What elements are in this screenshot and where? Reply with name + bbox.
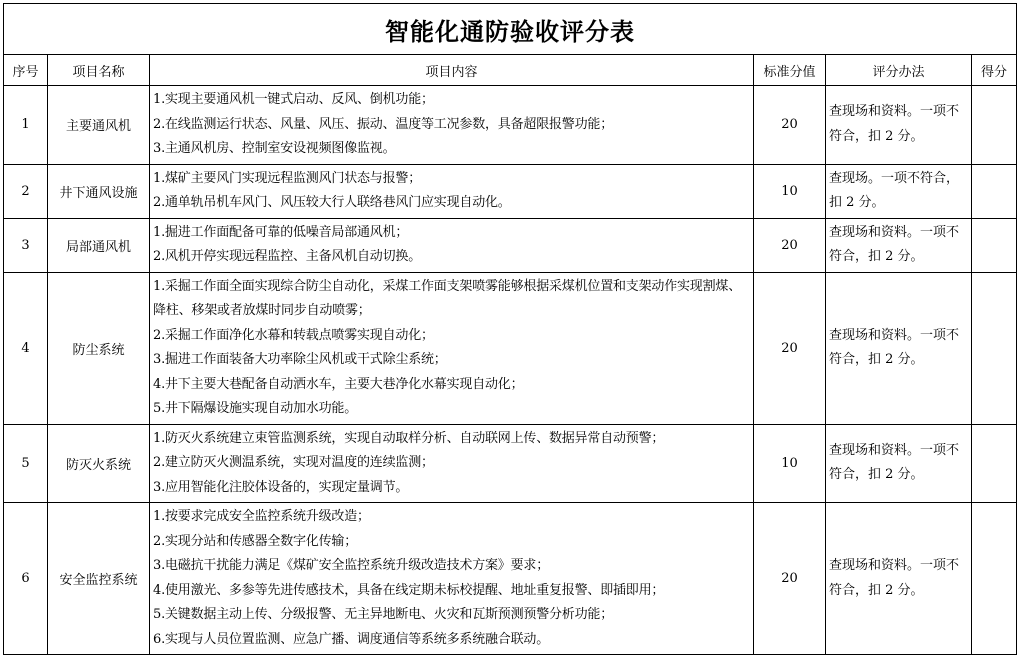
row-seq: 2 [4,164,48,218]
row-name: 局部通风机 [48,218,150,272]
table-row [4,86,1017,165]
table-row [4,272,1017,424]
row-score: 20 [754,218,826,272]
content-item: 2.通单轨吊机车风门、风压较大行人联络巷风门应实现自动化。 [153,195,511,210]
row-content [150,272,754,424]
content-item: 2.采掘工作面净化水幕和转载点喷雾实现自动化； [153,327,434,343]
row-name: 安全监控系统 [48,503,150,655]
row-method: 查现场。一项不符合，扣 2 分。 [826,164,972,218]
content-item: 2.实现分站和传感器全数字化传输； [153,533,358,549]
row-got[interactable] [972,272,1017,424]
table-title: 智能化通防验收评分表 [4,4,1017,55]
row-method: 查现场和资料。一项不符合，扣 2 分。 [826,218,972,272]
content-item: 5.井下隔爆设施实现自动加水功能。 [153,401,358,416]
content-item: 1.实现主要通风机一键式启动、反风、倒机功能； [153,92,434,107]
row-method: 查现场和资料。一项不符合，扣 2 分。 [826,424,972,503]
row-name: 防尘系统 [48,272,150,424]
row-method: 查现场和资料。一项不符合，扣 2 分。 [826,503,972,655]
table-row [4,164,1017,218]
row-got[interactable] [972,503,1017,655]
table-row [4,218,1017,272]
row-method: 查现场和资料。一项不符合，扣 2 分。 [826,272,972,424]
row-content [150,164,754,218]
content-item: 3.应用智能化注胶体设备的，实现定量调节。 [153,479,409,495]
content-item: 1.煤矿主要风门实现远程监测风门状态与报警； [153,170,422,186]
header-seq: 序号 [4,55,48,86]
content-item: 2.建立防灭火测温系统，实现对温度的连续监测； [153,455,434,470]
scoring-table [3,3,1017,655]
row-name: 主要通风机 [48,86,150,165]
row-seq: 4 [4,272,48,424]
content-item: 2.风机开停实现远程监控、主备风机自动切换。 [153,249,422,264]
row-got[interactable] [972,164,1017,218]
row-content [150,218,754,272]
content-item: 1.防灭火系统建立束管监测系统，实现自动取样分析、自动联网上传、数据异常自动预警； [153,430,665,446]
content-item: 3.电磁抗干扰能力满足《煤矿安全监控系统升级改造技术方案》要求； [153,558,550,573]
scoring-table-container [3,3,1016,655]
row-got[interactable] [972,86,1017,165]
header-name: 项目名称 [48,55,150,86]
content-item: 4.使用激光、多参等先进传感技术，具备在线定期未标校提醒、地址重复报警、即插即用； [153,582,665,598]
row-method: 查现场和资料。一项不符合，扣 2 分。 [826,86,972,165]
row-content [150,503,754,655]
header-row [4,55,1017,86]
table-row [4,503,1017,655]
content-item: 2.在线监测运行状态、风量、风压、振动、温度等工况参数，具备超限报警功能； [153,116,614,132]
row-seq: 6 [4,503,48,655]
header-got: 得分 [972,55,1017,86]
content-item: 1.掘进工作面配备可靠的低噪音局部通风机； [153,224,409,240]
content-item: 1.按要求完成安全监控系统升级改造； [153,509,370,524]
row-score: 20 [754,86,826,165]
table-row [4,424,1017,503]
row-name: 防灭火系统 [48,424,150,503]
header-score: 标准分值 [754,55,826,86]
row-content [150,86,754,165]
header-method: 评分办法 [826,55,972,86]
row-score: 10 [754,424,826,503]
row-got[interactable] [972,218,1017,272]
content-item: 1.采掘工作面全面实现综合防尘自动化，采煤工作面支架喷雾能够根据采煤机位置和支架动作实现割煤、降柱、移架或者放煤时同步自动喷雾； [153,278,742,318]
row-name: 井下通风设施 [48,164,150,218]
content-item: 6.实现与人员位置监测、应急广播、调度通信等系统多系统融合联动。 [153,631,550,647]
content-item: 5.关键数据主动上传、分级报警、无主异地断电、火灾和瓦斯预测预警分析功能； [153,607,614,622]
content-item: 4.井下主要大巷配备自动洒水车，主要大巷净化水幕实现自动化； [153,376,524,392]
row-score: 10 [754,164,826,218]
content-item: 3.掘进工作面装备大功率除尘风机或干式除尘系统； [153,352,447,367]
row-score: 20 [754,503,826,655]
row-content [150,424,754,503]
row-score: 20 [754,272,826,424]
row-seq: 1 [4,86,48,165]
row-seq: 3 [4,218,48,272]
content-item: 3.主通风机房、控制室安设视频图像监视。 [153,141,396,156]
header-content: 项目内容 [150,55,754,86]
row-got[interactable] [972,424,1017,503]
row-seq: 5 [4,424,48,503]
